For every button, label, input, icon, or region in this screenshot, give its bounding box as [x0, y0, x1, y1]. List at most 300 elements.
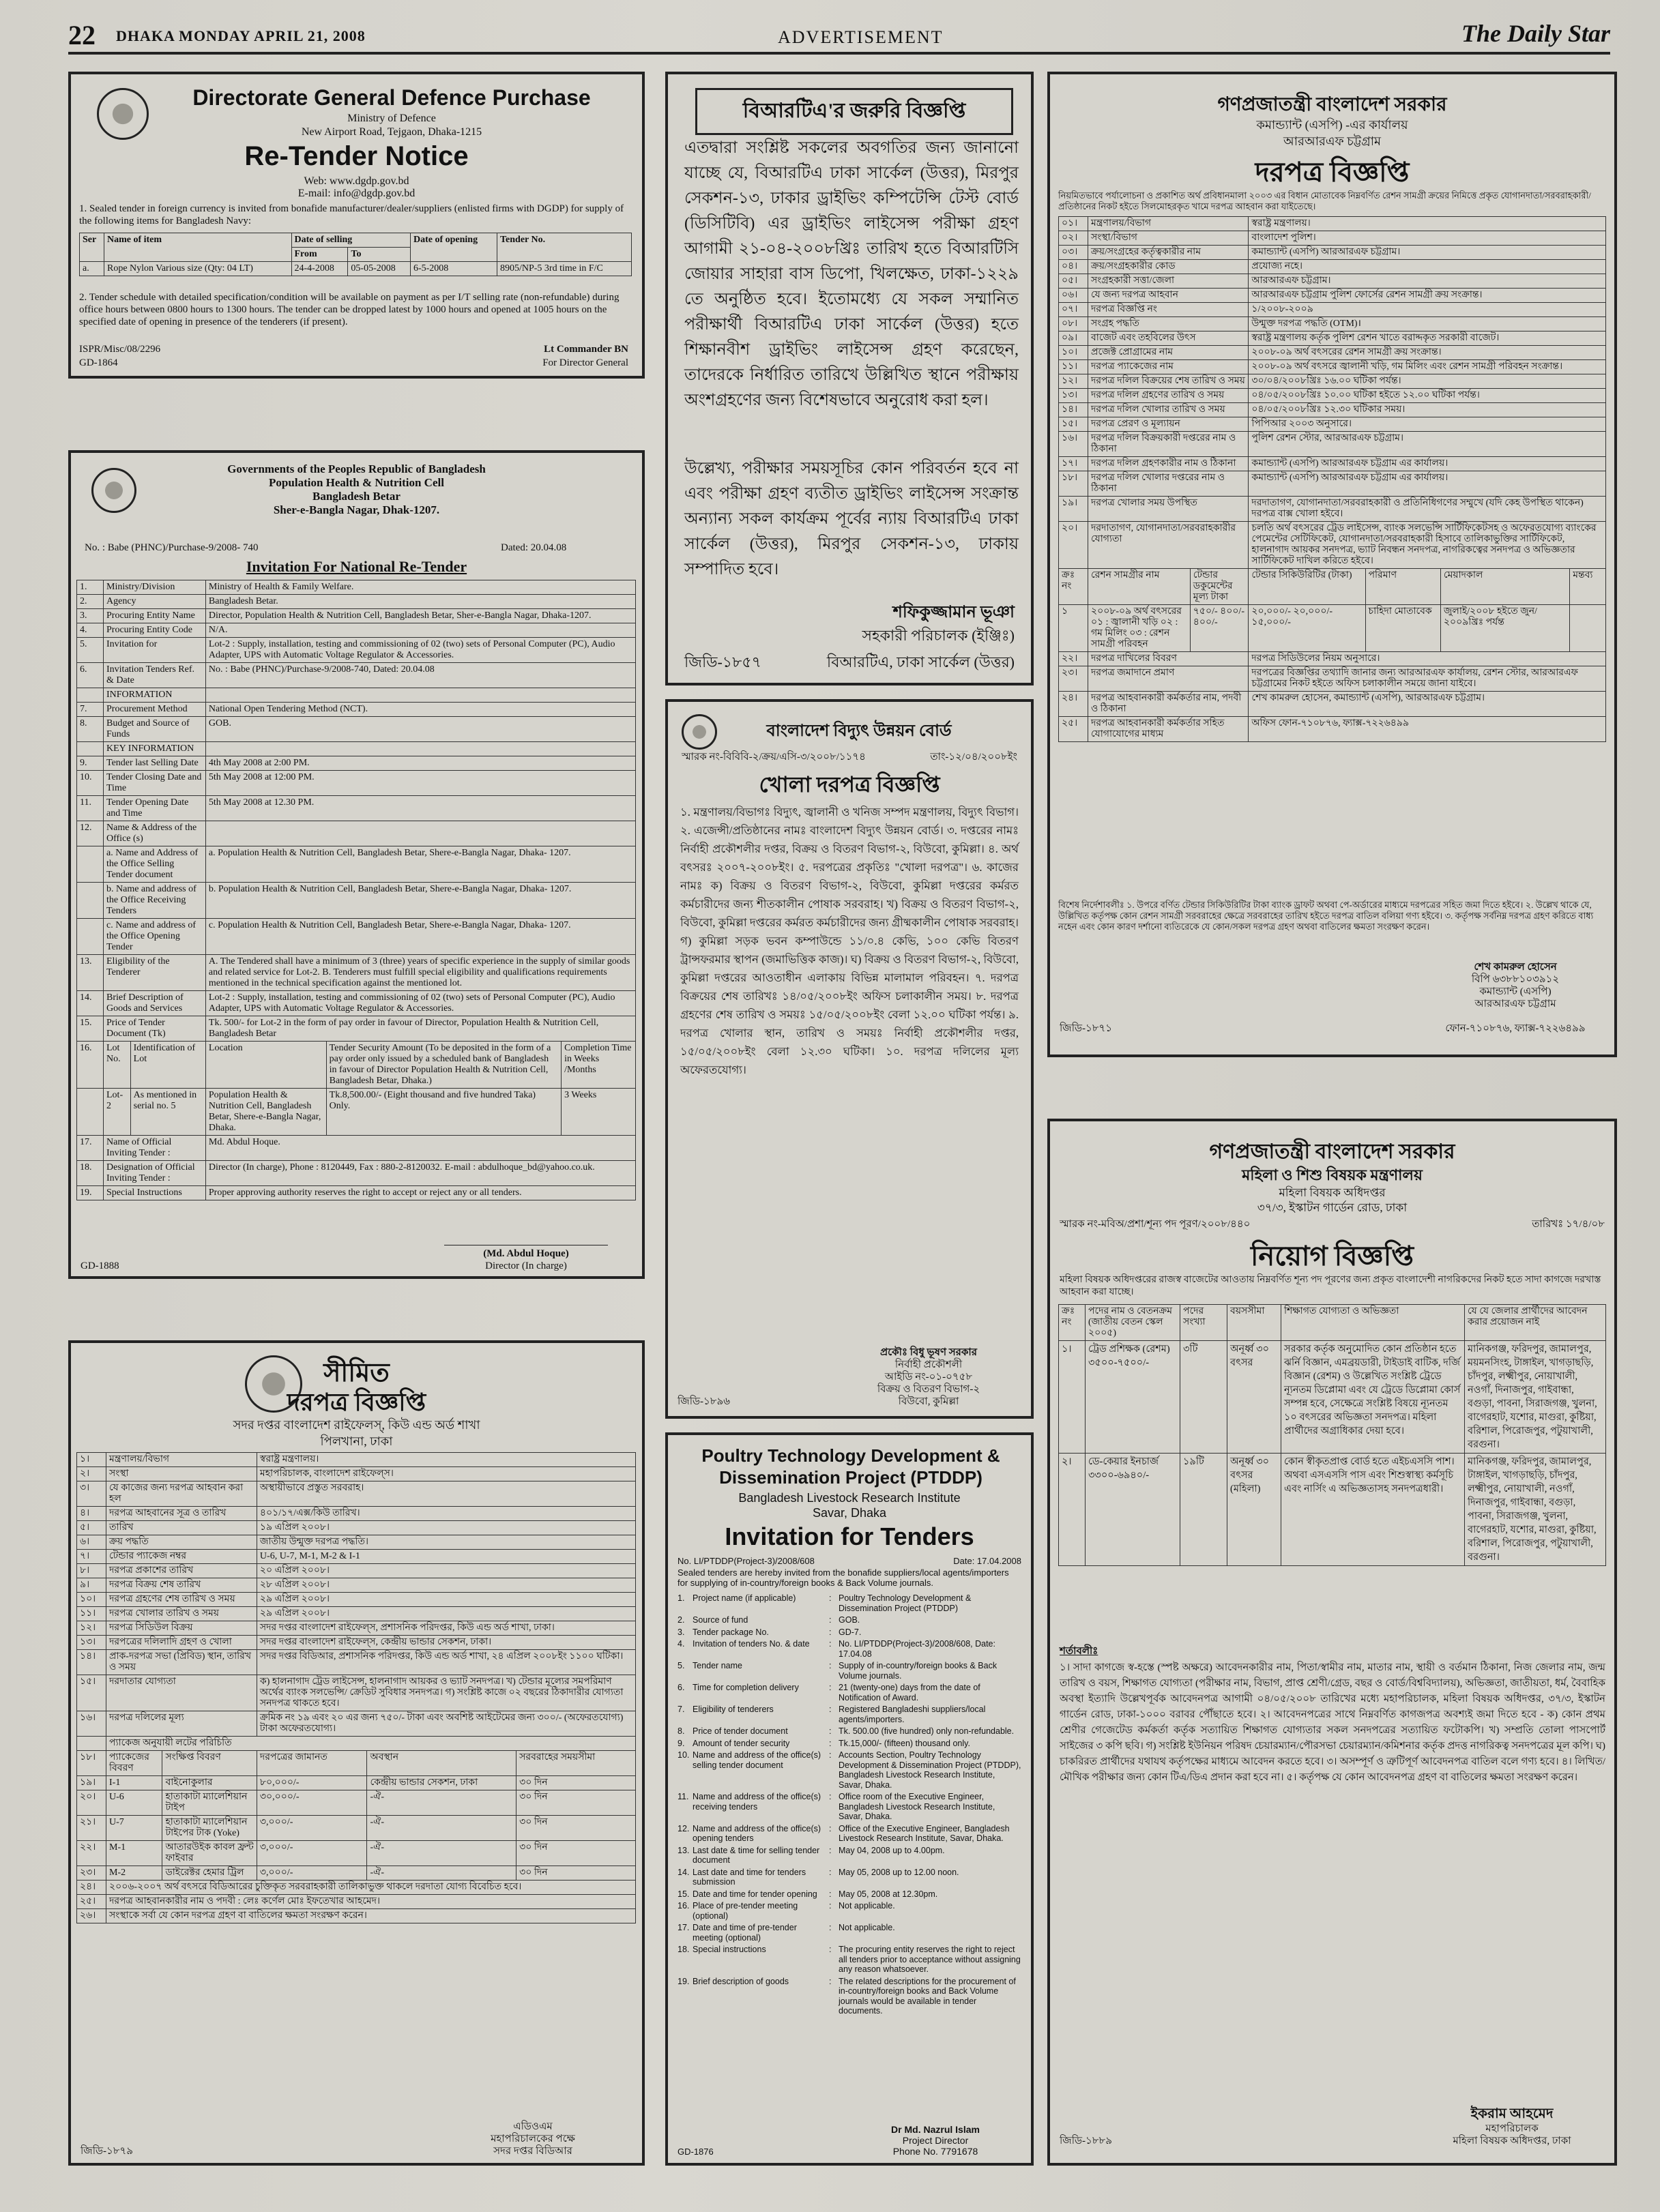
- rrf-cell-value: অফিস ফোন-৭১০৮৭৬, ফ্যাক্স-৭২২৬৪৯৯: [1249, 717, 1606, 742]
- phnc-cell-value: Bangladesh Betar.: [205, 595, 635, 609]
- phnc-lot-head-cell: 16.: [77, 1042, 104, 1089]
- separator: :: [829, 1792, 832, 1801]
- phnc-cell-value: [205, 688, 635, 703]
- ptddp-item-label: Brief description of goods: [693, 1976, 789, 1986]
- phnc-cell-no: 7.: [77, 703, 104, 717]
- phnc-row: [77, 919, 636, 955]
- rrf-cell-value: কমান্ড্যান্ট (এসপি) আরআরএফ চট্টগ্রাম এর কার্যালয়।: [1249, 457, 1606, 471]
- ptddp-item: [678, 1683, 1021, 1702]
- phnc-lot-cell: Lot-2: [104, 1089, 131, 1136]
- bdr-cell-no: ২।: [77, 1467, 106, 1481]
- ptddp-item-value: Poultry Technology Development & Dissemination Project (PTDDP): [839, 1593, 972, 1613]
- phnc-cell-label: Procuring Entity Name: [104, 609, 206, 623]
- ptddp-item-label: Invitation of tenders No. & date: [693, 1639, 810, 1649]
- phnc-cell-no: 10.: [77, 771, 104, 796]
- ptddp-no: No. LI/PTDDP(Project-3)/2008/608: [678, 1556, 815, 1566]
- ptddp-item-label: Amount of tender security: [693, 1738, 790, 1748]
- dgdp-ad: [68, 72, 645, 379]
- separator: :: [829, 1750, 832, 1760]
- phnc-table: [76, 580, 636, 1200]
- bdr-row: [77, 1675, 636, 1711]
- bdr-lot-cell: ৩০ দিন: [516, 1790, 636, 1816]
- bdr-row: [77, 1467, 636, 1481]
- ptddp-item: [678, 1824, 1021, 1844]
- rrf-cell-no: ০১।: [1059, 217, 1088, 231]
- bdr-cell-no: ৩।: [77, 1481, 106, 1507]
- bdr-cell-label: সংস্থা: [106, 1467, 257, 1481]
- phnc-lot-head-cell: Tender Security Amount (To be deposited in the form of a pay order only issued by a scheduled bank of Bangladesh in favour of Director Population Health & Nutrition Cell, Bangladesh Betar, Dhaka.): [326, 1042, 561, 1089]
- pdb-gd: জিডি-১৮৯৬: [678, 1396, 730, 1407]
- dgdp-cell: 6-5-2008: [410, 262, 497, 276]
- rrf-sign4: আরআরএফ চট্টগ্রাম: [1474, 999, 1556, 1009]
- phnc-cell-value: Tk. 500/- for Lot-2 in the form of pay order in favour of Director, Population Health & Nutrition Cell, Bangladesh Betar: [205, 1016, 635, 1042]
- ptddp-item-value: Tk. 500.00 (five hundred) only non-refundable.: [839, 1726, 1015, 1736]
- ptddp-item-no: 13.: [678, 1845, 690, 1855]
- ptddp-item-no: 2.: [678, 1615, 685, 1625]
- signature-mark: [444, 1227, 608, 1245]
- rrf-items-cell: ২০০৮-০৯ অর্থ বৎসরের ০১ : জ্বালানী খড়ি ০২ : গম মিলিং ০৩ : রেশন সামগ্রী পরিবহন: [1088, 605, 1191, 652]
- rrf-row: [1059, 389, 1606, 403]
- phnc-cell-value: 5th May 2008 at 12.30 PM.: [205, 796, 635, 821]
- ptddp-phone: Phone No. 7791678: [892, 2146, 978, 2157]
- ptddp-item-no: 8.: [678, 1726, 685, 1736]
- bdr-foot-row: [77, 1895, 636, 1909]
- brta-office: বিআরটিএ, ঢাকা সার্কেল (উত্তর): [826, 653, 1015, 670]
- bdr-cell-no: ১৩।: [77, 1636, 106, 1650]
- bdr-cell-label: ক্রয় পদ্ধতি: [106, 1535, 257, 1550]
- rrf-items-head-cell: মেয়াদকাল: [1440, 569, 1569, 605]
- bdr-subtitle: দরপত্র বিজ্ঞপ্তি: [287, 1389, 426, 1416]
- rrf-row: [1059, 522, 1606, 569]
- ptddp-item-label: Name and address of the office(s) opening tenders: [693, 1823, 821, 1843]
- phnc-cell-value: Director (In charge), Phone : 8120449, Fax : 880-2-8120032. E-mail : abdulhoque_bd@yahoo.co.uk.: [205, 1161, 635, 1186]
- rrf-cell-value: ১/২০০৮-২০০৯: [1249, 303, 1606, 317]
- phnc-cell-label: Ministry/Division: [104, 580, 206, 595]
- mowca-head-cell: পদের নাম ও বেতনক্রম (জাতীয় বেতন স্কেল ২০০৫): [1086, 1305, 1180, 1341]
- bdr-cell-no: ৫।: [77, 1521, 106, 1535]
- phnc-cell-no: 5.: [77, 638, 104, 663]
- rrf-row: [1059, 457, 1606, 471]
- rrf-items-cell: চাহিদা মোতাবেক: [1365, 605, 1440, 652]
- bdr-cell-label: দরপত্রের দলিলাদি গ্রহণ ও খোলা: [106, 1636, 257, 1650]
- rrf-cell-label: ক্রয়/সংগ্রহকারীর কোড: [1088, 260, 1249, 274]
- dgdp-th: Date of opening: [410, 233, 497, 262]
- phnc-gov: Governments of the Peoples Republic of Bangladesh: [227, 462, 486, 475]
- ptddp-item-label: Eligibility of tenderers: [693, 1705, 774, 1714]
- rrf-cell-value: পুলিশ রেশন স্টোর, আরআরএফ চট্টগ্রাম।: [1249, 432, 1606, 457]
- ptddp-item: [678, 1923, 1021, 1943]
- pdb-memo: স্মারক নং-বিবিবি-২/ক্রয়/এসি-৩/২০০৮/১১৭৪: [682, 752, 866, 763]
- ptddp-item-no: 14.: [678, 1867, 690, 1877]
- phnc-cell-label: Tender Opening Date and Time: [104, 796, 206, 821]
- bdr-lot-cell: ২১।: [77, 1816, 106, 1841]
- newspaper-logo: The Daily Star: [1461, 20, 1610, 47]
- bdr-cell-value: সদর দপ্তর বিডিআর, প্রশাসনিক পরিদপ্তর, কিউ এন্ড অর্ড শাখা, ২৪ এপ্রিল ২০০৮ইং ১১০০ ঘটিকা।: [257, 1650, 635, 1675]
- bdr-lot-cell: ৩,০০০/-: [257, 1816, 367, 1841]
- mowca-cell: ১।: [1059, 1341, 1086, 1454]
- bdr-cell-label: প্রাক-দরপত্র সভা (প্রিবিড) স্থান, তারিখ ও সময়: [106, 1650, 257, 1675]
- bdr-foot-cell: ২০০৬-২০০৭ অর্থ বৎসরে বিডিআরের চুক্তিকৃত সরবরাহকারী তালিকাভুক্ত থাকলে দরদাতা যোগ্য বিবেচিত হবে।: [106, 1881, 636, 1895]
- bdr-lot-cell: -ঐ-: [367, 1841, 516, 1866]
- ptddp-item-value: May 04, 2008 up to 4.00pm.: [839, 1845, 945, 1855]
- phnc-cell-value: No. : Babe (PHNC)/Purchase-9/2008-740, Dated: 20.04.08: [205, 663, 635, 688]
- pdb-desig3: বিক্রয় ও বিতরণ বিভাগ-২: [877, 1384, 980, 1395]
- bdr-cell-label: দরপত্র আহবানের সূত্র ও তারিখ: [106, 1507, 257, 1521]
- phnc-cell-no: 1.: [77, 580, 104, 595]
- bdr-cell-no: ১২।: [77, 1621, 106, 1636]
- ptddp-item-label: Source of fund: [693, 1615, 748, 1625]
- rrf-items-head-cell: রেশন সামগ্রীর নাম: [1088, 569, 1191, 605]
- rrf-row: [1059, 497, 1606, 522]
- dgdp-email: E-mail: info@dgdp.gov.bd: [297, 188, 416, 199]
- mowca-cell: অনূর্ধ্ব ৩০ বৎসর: [1227, 1341, 1281, 1454]
- bdr-row: [77, 1453, 636, 1467]
- bdr-row: [77, 1578, 636, 1593]
- brta-gd: জিডি-১৮৫৭: [684, 653, 761, 670]
- phnc-cell-no: 2.: [77, 595, 104, 609]
- phnc-row: [77, 1136, 636, 1161]
- ptddp-item-label: Place of pre-tender meeting (optional): [693, 1901, 798, 1921]
- phnc-cell-value: A. The Tendered shall have a minimum of 3 (three) years of specific experience in the supply of similar goods and related service for Lot-2. B. Tenderers must fulfill special eligibility and qualifications requirements mentioned in the technical specification against the mentioned lot.: [205, 955, 635, 991]
- phnc-gd: GD-1888: [81, 1260, 119, 1271]
- dgdp-web: Web: www.dgdp.gov.bd: [304, 175, 409, 187]
- ptddp-item-value: Tk.15,000/- (fifteen) thousand only.: [839, 1738, 970, 1748]
- bdr-lot-head-cell: অবস্থান: [367, 1751, 516, 1776]
- bdr-cell-value: U-6, U-7, M-1, M-2 & I-1: [257, 1550, 635, 1564]
- rrf-cell-label: মন্ত্রণালয়/বিভাগ: [1088, 217, 1249, 231]
- rrf-items-head-cell: মন্তব্য: [1570, 569, 1606, 605]
- phnc-row: [77, 663, 636, 688]
- rrf-cell-label: দরপত্র দাখিলের বিবরণ: [1088, 652, 1249, 666]
- bdr-cell-label: দরপত্র খোলার তারিখ ও সময়: [106, 1607, 257, 1621]
- rrf-row: [1059, 303, 1606, 317]
- phnc-cell-label: Price of Tender Document (Tk): [104, 1016, 206, 1042]
- ptddp-item-no: 4.: [678, 1639, 685, 1649]
- ptddp-item-no: 12.: [678, 1823, 690, 1833]
- rrf-cell-no: ২৩।: [1059, 666, 1088, 692]
- mowca-ad: [1047, 1119, 1617, 2166]
- rrf-row: [1059, 346, 1606, 360]
- mowca-head-cell: বয়সসীমা: [1227, 1305, 1281, 1341]
- mowca-cell: ১৯টি: [1180, 1454, 1227, 1566]
- mowca-gov: গণপ্রজাতন্ত্রী বাংলাদেশ সরকার: [1209, 1140, 1455, 1163]
- phnc-row: [77, 771, 636, 796]
- rrf-cell-label: বাজেট এবং তহবিলের উৎস: [1088, 331, 1249, 346]
- ptddp-item-no: 5.: [678, 1661, 685, 1670]
- rrf-cell-no: ০২।: [1059, 231, 1088, 246]
- bdr-row: [77, 1621, 636, 1636]
- phnc-row: [77, 703, 636, 717]
- rrf-row: [1059, 471, 1606, 497]
- rrf-items-cell: ১: [1059, 605, 1088, 652]
- bdr-cell-value: অস্থায়ীভাবে প্রস্তুত সরবরাহ।: [257, 1481, 635, 1507]
- phnc-cell-value: a. Population Health & Nutrition Cell, Bangladesh Betar, Shere-e-Bangla Nagar, Dhaka- 1207.: [205, 846, 635, 883]
- ptddp-item-value: No. LI/PTDDP(Project-3)/2008/608, Date: 17.04.08: [839, 1639, 995, 1659]
- separator: :: [829, 1593, 832, 1603]
- ptddp-item: [678, 1792, 1021, 1822]
- ptddp-item: [678, 1705, 1021, 1724]
- rrf-sign3: কমান্ড্যান্ট (এসপি): [1479, 986, 1552, 997]
- phnc-lot-cell: Tk.8,500.00/- (Eight thousand and five hundred Taka) Only.: [326, 1089, 561, 1136]
- rrf-place: আরআরএফ চট্টগ্রাম: [1283, 134, 1381, 148]
- dgdp-th: Ser: [80, 233, 104, 262]
- bdr-title: সীমিত: [323, 1359, 390, 1387]
- bdr-lot-cell: ৩০ দিন: [516, 1776, 636, 1790]
- ptddp-item: [678, 1739, 1021, 1749]
- bdr-lot-cell: ৩০,০০০/-: [257, 1790, 367, 1816]
- bdr-cell-value: জাতীয় উন্মুক্ত দরপত্র পদ্ধতি।: [257, 1535, 635, 1550]
- bdr-lot-cell: ২৩।: [77, 1866, 106, 1881]
- phnc-cell-no: 6.: [77, 663, 104, 688]
- rrf-cell-no: ২০।: [1059, 522, 1088, 569]
- bdr-cell-label: টেন্ডার প্যাকেজ নম্বর: [106, 1550, 257, 1564]
- rrf-cell-value: বাংলাদেশ পুলিশ।: [1249, 231, 1606, 246]
- ptddp-item-value: Office of the Executive Engineer, Bangladesh Livestock Research Institute, Savar, Dhaka.: [839, 1823, 1010, 1843]
- phnc-lot-row: [77, 1089, 636, 1136]
- bdr-foot-cell: সংস্থাকে সর্বা যে কোন দরপত্র গ্রহণ বা বাতিলের ক্ষমতা সংরক্ষণ করেন।: [106, 1909, 636, 1923]
- bdr-cell-no: [77, 1737, 106, 1751]
- rrf-items-cell: ৭৫০/- ৪০০/- ৪০০/-: [1190, 605, 1249, 652]
- phnc-signname: (Md. Abdul Hoque): [483, 1248, 569, 1259]
- rrf-cell-no: ০৩।: [1059, 246, 1088, 260]
- bdr-cell-label: তারিখ: [106, 1521, 257, 1535]
- bdr-row: [77, 1507, 636, 1521]
- bdr-lot-cell: ৩,০০০/-: [257, 1866, 367, 1881]
- bdr-gd: জিডি-১৮৭৯: [81, 2146, 133, 2157]
- dgdp-cell: 24-4-2008: [291, 262, 348, 276]
- dgdp-th: To: [348, 248, 411, 262]
- mowca-cell: ডে-কেয়ার ইনচার্জ ৩৩০০-৬৯৪০/-: [1086, 1454, 1180, 1566]
- bdr-lot-cell: U-7: [106, 1816, 162, 1841]
- ptddp-item-value: 21 (twenty-one) days from the date of Notification of Award.: [839, 1683, 980, 1702]
- rrf-items-head-cell: ক্রঃ নং: [1059, 569, 1088, 605]
- rrf-cell-label: দরপত্র প্রেরণ ও মূল্যায়ন: [1088, 417, 1249, 432]
- pdb-desig4: বিউবো, কুমিল্লা: [898, 1396, 959, 1407]
- pdb-ad: [665, 699, 1034, 1419]
- bdr-cell-label: দরপত্র সিডিউল বিক্রয়: [106, 1621, 257, 1636]
- phnc-cell-no: 17.: [77, 1136, 104, 1161]
- ptddp-item: [678, 1868, 1021, 1887]
- separator: :: [829, 1615, 832, 1625]
- mowca-memo: স্মারক নং-মবিঅ/প্রশা/শূন্য পদ পূরণ/২০০৮/৪৪০: [1060, 1219, 1251, 1230]
- rrf-row: [1059, 260, 1606, 274]
- phnc-cell-value: Ministry of Health & Family Welfare.: [205, 580, 635, 595]
- bdr-row: [77, 1593, 636, 1607]
- phnc-row: [77, 1016, 636, 1042]
- bdr-cell-no: ১০।: [77, 1593, 106, 1607]
- phnc-cell-label: Eligibility of the Tenderer: [104, 955, 206, 991]
- phnc-cell-label: b. Name and address of the Office Receiving Tenders: [104, 883, 206, 919]
- bdr-foot-row: [77, 1909, 636, 1923]
- ptddp-item-no: 10.: [678, 1750, 690, 1760]
- bdr-lot-cell: I-1: [106, 1776, 162, 1790]
- phnc-ad: [68, 450, 645, 1279]
- phnc-cell-no: 9.: [77, 756, 104, 771]
- dgdp-cell: 8905/NP-5 3rd time in F/C: [497, 262, 631, 276]
- mowca-cell: ৩টি: [1180, 1341, 1227, 1454]
- pdb-org: বাংলাদেশ বিদ্যুৎ উন্নয়ন বোর্ড: [766, 722, 952, 740]
- bdr-sign3: সদর দপ্তর বিডিআর: [493, 2146, 572, 2157]
- mowca-cell: অনূর্ধ্ব ৩০ বৎসর (মহিলা): [1227, 1454, 1281, 1566]
- phnc-lot-head-cell: Location: [205, 1042, 326, 1089]
- phnc-cell-label: Agency: [104, 595, 206, 609]
- dgdp-notice: Re-Tender Notice: [244, 141, 469, 171]
- ptddp-title: Poultry Technology Development & Dissemination Project (PTDDP): [701, 1445, 1000, 1488]
- bdr-foot-row: [77, 1881, 636, 1895]
- rrf-row: [1059, 432, 1606, 457]
- mowca-terms-title: শর্তাবলীঃ: [1060, 1646, 1098, 1657]
- rrf-cell-no: ১৭।: [1059, 457, 1088, 471]
- mowca-head: [1059, 1305, 1606, 1341]
- bdr-cell-no: ২৬।: [77, 1909, 106, 1923]
- ptddp-item-label: Special instructions: [693, 1945, 766, 1954]
- phnc-cell-no: 8.: [77, 717, 104, 742]
- ptddp-item-label: Project name (if applicable): [693, 1593, 796, 1603]
- bdr-cell-value: ৪০১/১৭/এক্স/কিউ তারিখ।: [257, 1507, 635, 1521]
- rrf-cell-label: দরদাতাগণ, যোগানদাতা/সরবরাহকারীর যোগ্যতা: [1088, 522, 1249, 569]
- bdr-lot-cell: ২০।: [77, 1790, 106, 1816]
- bdr-lot-cell: ডাইরেক্টর হেমার ট্রিল: [162, 1866, 257, 1881]
- rrf-gov: গণপ্রজাতন্ত্রী বাংলাদেশ সরকার: [1217, 94, 1447, 115]
- rrf-cell-label: সংস্থা/বিভাগ: [1088, 231, 1249, 246]
- bdr-cell-value: ২৮ এপ্রিল ২০০৮।: [257, 1578, 635, 1593]
- bdr-cell-value: ২০ এপ্রিল ২০০৮।: [257, 1564, 635, 1578]
- mowca-head-cell: যে যে জেলার প্রার্থীদের আবেদন করার প্রয়োজন নাই: [1465, 1305, 1606, 1341]
- ptddp-item: [678, 1639, 1021, 1659]
- phnc-lot-cell: 3 Weeks: [562, 1089, 636, 1136]
- pdb-desig2: আইডি নং-০১-০৭৫৮: [884, 1372, 973, 1383]
- rrf-cell-value: শেখ কামরুল হোসেন, কমান্ড্যান্ট (এসপি), আরআরএফ চট্টগ্রাম।: [1249, 692, 1606, 717]
- bdr-row: [77, 1711, 636, 1737]
- phnc-cell-no: [77, 688, 104, 703]
- phnc-row: [77, 955, 636, 991]
- rrf-cell-label: দরপত্র জমাদানে প্রমাণ: [1088, 666, 1249, 692]
- rrf-cell-no: ১৯।: [1059, 497, 1088, 522]
- brta-body: এতদ্বারা সংশ্লিষ্ট সকলের অবগতির জন্য জানানো যাচ্ছে যে, বিআরটিএ ঢাকা সার্কেল (উত্তর), মিরপুর সেকশন-১৩, ঢাকার ড্রাইভিং কম্পিটেন্সি টেস্ট বোর্ড (ডিসিটিবি) এর ড্রাইভিং লাইসেন্স পরীক্ষা গ্রহণ আগামী ২১-০৪-২০০৮খ্রিঃ তারিখ হতে বিআরটিসি জোয়ার সাহারা বাস ডিপো, খিলক্ষেত, ঢাকা-১২২৯ তে অনুষ্ঠিত হবে। ইতোমধ্যে যে সকল সম্মানিত পরীক্ষার্থী বিআরটিএ ঢাকা সার্কেল (উত্তর) হতে শিক্ষানবীশ ড্রাইভিং লাইসেন্স গ্রহণ করেছেন, তাদেরকে নির্ধারিত তারিখে উল্লিখিত স্থানে পরীক্ষায় অংশগ্রহণের জন্য বিশেষভাবে অনুরোধ করা হল।: [684, 139, 1019, 409]
- mowca-desig2: মহিলা বিষয়ক অধিদপ্তর, ঢাকা: [1453, 2136, 1571, 2147]
- rrf-cell-label: দরপত্র দলিল বিক্রয়কারী দপ্তরের নাম ও ঠিকানা: [1088, 432, 1249, 457]
- mowca-cell: মানিকগঞ্জ, ফরিদপুর, জামালপুর, টাঙ্গাইল, খাগড়াছড়ি, চাঁদপুর, লক্ষ্মীপুর, নোয়াখালী, নওগাঁ, দিনাজপুর, গাইবান্ধা, বগুড়া, পাবনা, সিরাজগঞ্জ, খুলনা, বাগেরহাট, যশোর, মাগুরা, কুষ্টিয়া, বরিশাল, পিরোজপুর, পটুয়াখালী, বরগুনা।: [1465, 1454, 1606, 1566]
- phnc-row: [77, 756, 636, 771]
- dgdp-signer: Lt Commander BN: [544, 344, 628, 355]
- rrf-row: [1059, 717, 1606, 742]
- phnc-cell-no: 4.: [77, 623, 104, 638]
- bdr-lot-head: [77, 1751, 636, 1776]
- rrf-cell-label: দরপত্র দলিল গ্রহণকারীর নাম ও ঠিকানা: [1088, 457, 1249, 471]
- phnc-cell: Population Health & Nutrition Cell: [269, 476, 444, 489]
- bdr-lot-row: [77, 1816, 636, 1841]
- phnc-dated: Dated: 20.04.08: [501, 542, 567, 553]
- bdr-lot-cell: বাইনোকুলার: [162, 1776, 257, 1790]
- ptddp-item-value: Not applicable.: [839, 1901, 895, 1911]
- ptddp-item-no: 18.: [678, 1945, 690, 1954]
- bdr-lot-cell: ২২।: [77, 1841, 106, 1866]
- rrf-cell-value: স্বরাষ্ট্র মন্ত্রণালয়।: [1249, 217, 1606, 231]
- phnc-cell-label: Tender last Selling Date: [104, 756, 206, 771]
- rrf-sign2: বিপি ৬৩৮৮১০৩৯১২: [1471, 974, 1560, 985]
- phnc-lot-cell: As mentioned in serial no. 5: [130, 1089, 205, 1136]
- rrf-intro: নিয়মিতভাবে পর্যালোচনা ও প্রকাশিত অর্থ প্রবিধানমালা ২০০৩ এর বিধান মোতাবেক নিম্নবর্ণিত রেশন সামগ্রী ক্রয়ের নিমিত্তে প্রকৃত যোগানদাতা/সরবরাহকারী/প্রতিষ্ঠানের নিকট হইতে সিলমোহরকৃত খামে দরপত্র আহবান করা যাইতেছে।: [1058, 190, 1591, 211]
- bdr-cell-no: ১৪।: [77, 1650, 106, 1675]
- rrf-cell-label: দরপত্র বিজ্ঞপ্তি নং: [1088, 303, 1249, 317]
- ptddp-item-value: The procuring entity reserves the right to reject all tenders prior to acceptance without assigning any reason whatsoever.: [839, 1945, 1021, 1974]
- phnc-cell-value: b. Population Health & Nutrition Cell, Bangladesh Betar, Shere-e-Bangla Nagar, Dhaka- 1207.: [205, 883, 635, 919]
- rrf-cell-no: ০৮।: [1059, 317, 1088, 331]
- bdr-lot-head-cell: প্যাকেজের বিবরণ: [106, 1751, 162, 1776]
- rrf-cell-label: দরপত্র দলিল বিক্রয়ের শেষ তারিখ ও সময়: [1088, 374, 1249, 389]
- phnc-cell-value: Director, Population Health & Nutrition Cell, Bangladesh Betar, Sher-e-Bangla Nagar, Dhaka-1207.: [205, 609, 635, 623]
- dgdp-ministry: Ministry of Defence: [347, 113, 436, 124]
- phnc-cell-label: Procuring Entity Code: [104, 623, 206, 638]
- bdr-lot-cell: M-2: [106, 1866, 162, 1881]
- rrf-special: বিশেষ নির্দেশাবলীঃ ১. উপরে বর্ণিত টেন্ডার সিকিউরিটির টাকা ব্যাংক ড্রাফট অথবা পে-অর্ডারের মাধ্যমে দরপত্রের সহিত জমা দিতে হইবে। ২. উল্লেখ থাকে যে, উল্লিখিত কর্তৃপক্ষ কোন রেশন সামগ্রী সরবরাহের ক্ষেত্রে সরবরাহের তারিখ হইতে দরপত্র বাতিল বলিয়া গণ্য হইবে। ৩. কর্তৃপক্ষ সর্বনিম্ন দরপত্র গ্রহণ করিতে বাধ্য নহেন এবং কোন কারণ দর্শানো ব্যতিরেকে যে কোন/সকল দরপত্র গ্রহণ অথবা বাতিলের ক্ষমতা সংরক্ষণ করেন।: [1058, 900, 1594, 932]
- phnc-row: [77, 609, 636, 623]
- page-number: 22: [68, 20, 96, 50]
- ptddp-item-label: Time for completion delivery: [693, 1683, 799, 1692]
- brta-signer: শফিকুজ্জামান ভূঞা: [892, 604, 1015, 621]
- rrf-title: দরপত্র বিজ্ঞপ্তি: [1255, 157, 1410, 188]
- bdr-place: পিলখানা, ঢাকা: [320, 1434, 393, 1448]
- phnc-row: [77, 595, 636, 609]
- rrf-row: [1059, 666, 1606, 692]
- separator: :: [829, 1627, 832, 1637]
- rrf-items-head-cell: পরিমাণ: [1365, 569, 1440, 605]
- brta-body2: উল্লেখ্য, পরীক্ষার সময়সূচির কোন পরিবর্তন হবে না এবং পরীক্ষা গ্রহণ ব্যতীত ড্রাইভিং লাইসেন্স সংক্রান্ত অন্যান্য সকল কার্যক্রম পূর্বের ন্যায় বিআরটিএ ঢাকা সার্কেল (উত্তর), মিরপুর সেকশন-১৩, ঢাকায় সম্পাদিত হবে।: [684, 460, 1019, 578]
- rrf-gd: জিডি-১৮৭১: [1060, 1023, 1112, 1034]
- mowca-cell: ট্রেড প্রশিক্ষক (রেশম) ৩৫০০-৭৫০০/-: [1086, 1341, 1180, 1454]
- ptddp-item: [678, 1846, 1021, 1866]
- bdr-row: [77, 1636, 636, 1650]
- phnc-row: [77, 991, 636, 1016]
- bdr-sign1: এডিওএম: [513, 2121, 553, 2132]
- bdr-lot-cell: ৩০ দিন: [516, 1866, 636, 1881]
- phnc-cell-value: 5th May 2008 at 12:00 PM.: [205, 771, 635, 796]
- bdr-lot-cell: -ঐ-: [367, 1816, 516, 1841]
- separator: :: [829, 1845, 832, 1855]
- phnc-cell-label: Name of Official Inviting Tender :: [104, 1136, 206, 1161]
- bdr-lot-cell: কেন্দ্রীয় ভান্ডার সেকশন, ঢাকা: [367, 1776, 516, 1790]
- ptddp-item-value: Accounts Section, Poultry Technology Development & Dissemination Project (PTDDP), Bangladesh Livestock Research Institute, Savar, Dhaka.: [839, 1750, 1021, 1790]
- dgdp-table: [79, 233, 632, 276]
- phnc-cell-value: Md. Abdul Hoque.: [205, 1136, 635, 1161]
- ptddp-item-label: Date and time of pre-tender meeting (optional): [693, 1923, 797, 1943]
- dgdp-cell: 05-05-2008: [348, 262, 411, 276]
- rrf-cell-value: ২০০৮-০৯ অর্থ বৎসরের রেশন সামগ্রী ক্রয় সংক্রান্ত।: [1249, 346, 1606, 360]
- rrf-cell-value: আরআরএফ চট্টগ্রাম পুলিশ ফোর্সের রেশন সামগ্রী ক্রয় সংক্রান্ত।: [1249, 289, 1606, 303]
- rrf-cell-label: প্রজেক্ট প্রোগ্রামের নাম: [1088, 346, 1249, 360]
- rrf-cell-value: দরপত্র সিডিউলের নিয়ম অনুসারে।: [1249, 652, 1606, 666]
- separator: :: [829, 1923, 832, 1932]
- mowca-gd: জিডি-১৮৮৯: [1060, 2136, 1112, 2147]
- rrf-cell-value: প্রযোজ্য নহে।: [1249, 260, 1606, 274]
- rrf-row: [1059, 360, 1606, 374]
- bdr-cell-no: ৯।: [77, 1578, 106, 1593]
- bdr-lot-row: [77, 1790, 636, 1816]
- bdr-cell-value: সদর দপ্তর বাংলাদেশ রাইফেল্‌স, কেন্দ্রীয় ভান্ডার সেকশন, ঢাকা।: [257, 1636, 635, 1650]
- mowca-head-cell: পদের সংখ্যা: [1180, 1305, 1227, 1341]
- rrf-cell-value: ০৪/০৫/২০০৮খ্রিঃ ১২.৩০ ঘটিকার সময়।: [1249, 403, 1606, 417]
- rrf-cell-no: ১৪।: [1059, 403, 1088, 417]
- phnc-cell-label: Invitation for: [104, 638, 206, 663]
- rrf-row: [1059, 403, 1606, 417]
- phnc-cell-value: N/A.: [205, 623, 635, 638]
- section-title: ADVERTISEMENT: [778, 27, 944, 47]
- ptddp-desig: Project Director: [902, 2135, 969, 2146]
- mowca-signer: ইকরাম আহমেদ: [1470, 2106, 1554, 2121]
- ptddp-ad: [665, 1432, 1034, 2166]
- rrf-items-cell: ২০,০০০/- ২০,০০০/- ১৫,০০০/-: [1249, 605, 1365, 652]
- phnc-cell-value: Proper approving authority reserves the right to accept or reject any or all tenders.: [205, 1186, 635, 1200]
